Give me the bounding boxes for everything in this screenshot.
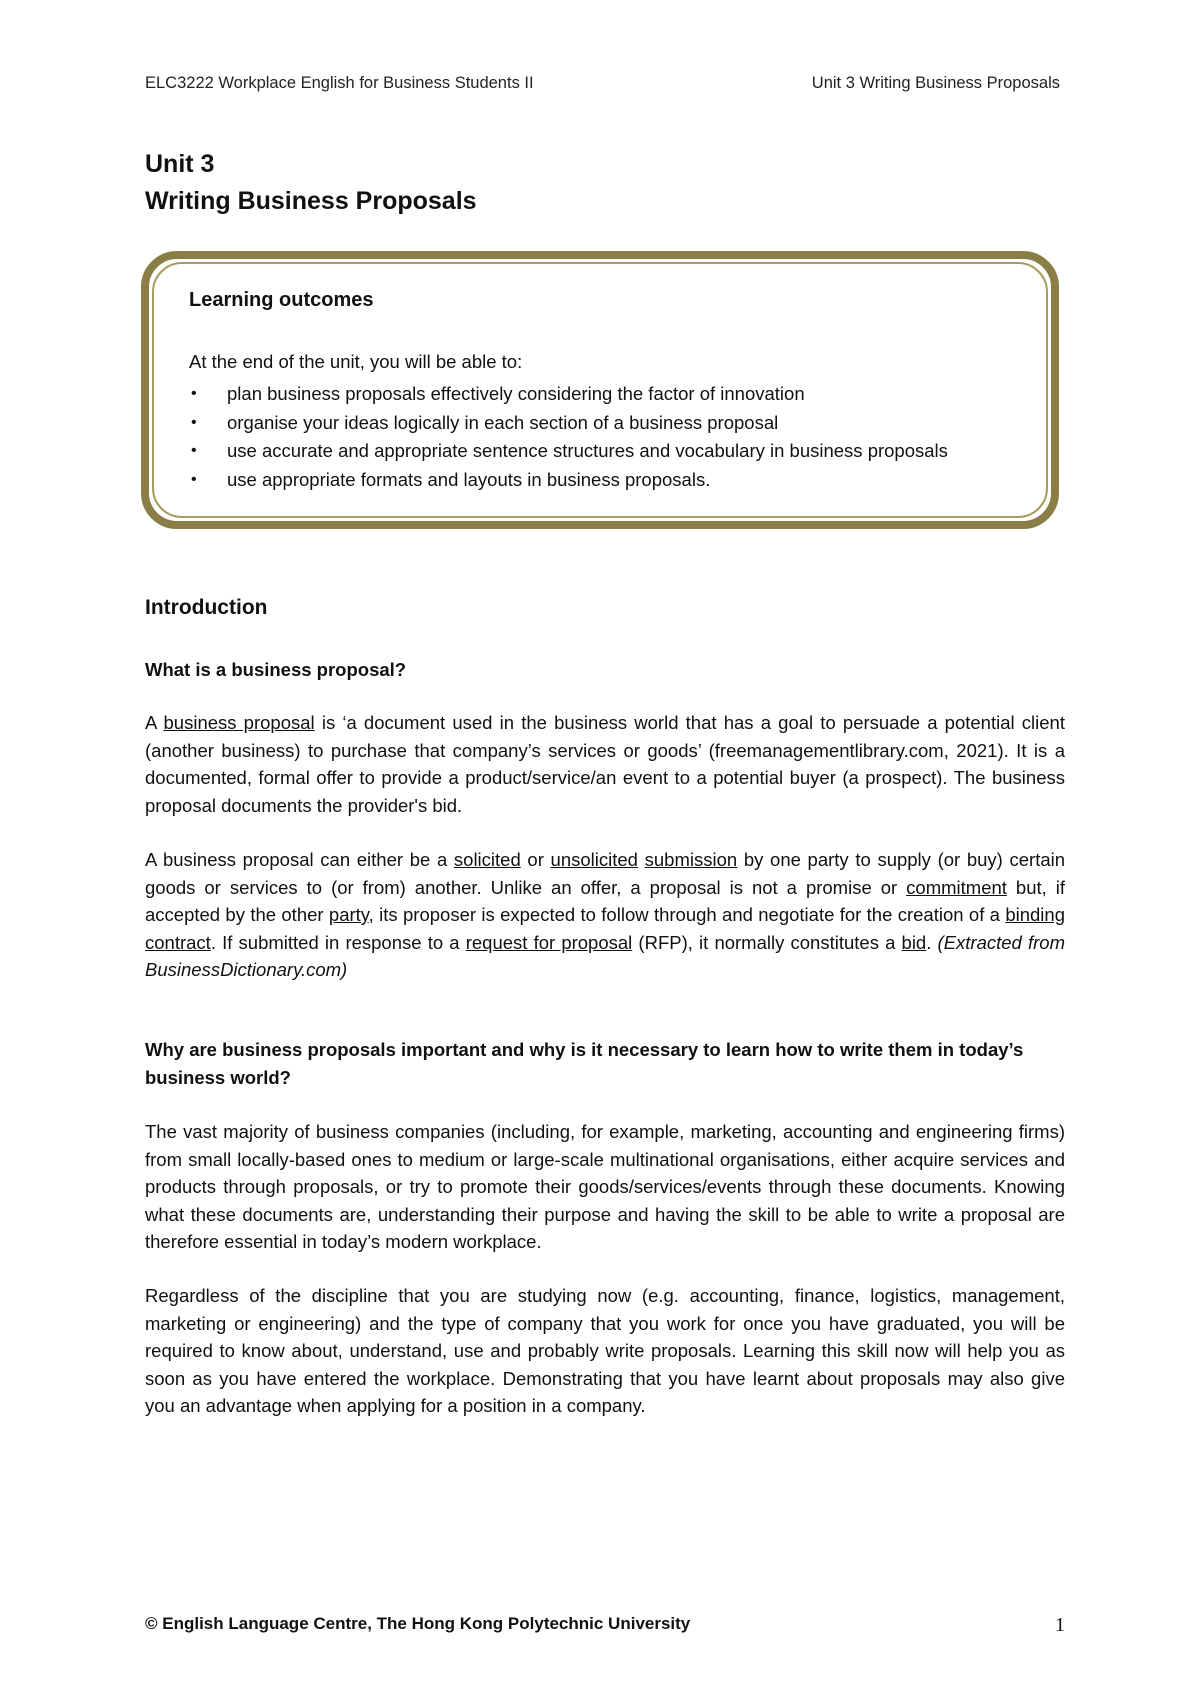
introduction-heading: Introduction: [145, 596, 268, 619]
term-commitment: commitment: [906, 876, 1007, 898]
paragraph-regardless: Regardless of the discipline that you are studying now (e.g. accounting, finance, logistics, management, marketing or engineering) and the type of company that you work for once you have graduated, you will be required to know about, understand, use and probably write proposals. Learning this skill now will help you as soon as you have entered the workplace. Demonstrating that you have learnt about proposals may also give you an advantage when applying for a position in a company.: [145, 1285, 1065, 1416]
learning-outcome-item: [189, 437, 948, 466]
learning-outcome-item: [189, 466, 948, 495]
bullet-icon: •: [191, 413, 197, 431]
learning-outcome-item: [189, 409, 948, 438]
learning-outcome-text: use accurate and appropriate sentence structures and vocabulary in business proposals: [227, 440, 948, 461]
paragraph-majority: The vast majority of business companies (including, for example, marketing, accounting and engineering firms) from small locally-based ones to medium or large-scale multinational organisations, either acquire services and products through proposals, or try to promote their goods/services/events through these documents. Knowing what these documents are, understanding their purpose and having the skill to be able to write a proposal are therefore essential in today’s modern workplace.: [145, 1121, 1065, 1252]
question-why-important: Why are business proposals important and why is it necessary to learn how to write them in today’s business world?: [145, 1039, 1024, 1088]
term-unsolicited: unsolicited: [550, 849, 638, 870]
unit-number: Unit 3: [145, 150, 215, 178]
learning-outcomes-list: [189, 380, 948, 494]
learning-outcome-text: organise your ideas logically in each section of a business proposal: [227, 411, 779, 433]
bullet-icon: •: [191, 470, 197, 488]
page-number: 1: [1055, 1614, 1065, 1636]
term-business-proposal: business proposal: [163, 712, 315, 733]
learning-outcomes-intro: At the end of the unit, you will be able to:: [189, 351, 523, 372]
footer-copyright: © English Language Centre, The Hong Kong Polytechnic University: [145, 1614, 691, 1633]
term-bid: bid: [901, 931, 927, 953]
running-header-course: ELC3222 Workplace English for Business Students II: [145, 74, 534, 92]
term-request-for-proposal: request for proposal: [465, 931, 633, 953]
paragraph-definition: A business proposal is ‘a document used in the business world that has a goal to persuade a potential client (another business) to purchase that company’s services or goods’ (freemanagementlibrary.com, 2021). It is a documented, formal offer to provide a product/service/an event to a potential buyer (a prospect). The business proposal documents the provider's bid.: [145, 712, 1065, 816]
learning-outcome-text: plan business proposals effectively considering the factor of innovation: [227, 383, 805, 404]
question-what-is-proposal: What is a business proposal?: [145, 659, 407, 680]
paragraph-solicited: A business proposal can either be a solicited or unsolicited submission by one party to supply (or buy) certain goods or services to (or from) another. Unlike an offer, a proposal is not a promise or commitment but, if accepted by the other party, its proposer is expected to follow through and negotiate for the creation of a binding contract. If submitted in response to a request for proposal (RFP), it normally constitutes a bid. (Extracted from BusinessDictionary.com): [145, 849, 1066, 980]
unit-title: [145, 146, 477, 220]
learning-outcomes-box: [141, 251, 1059, 529]
term-solicited: solicited: [453, 849, 521, 870]
bullet-icon: •: [191, 442, 197, 459]
learning-outcomes-heading: Learning outcomes: [189, 289, 374, 311]
learning-outcome-item: [189, 380, 948, 409]
learning-outcome-text: use appropriate formats and layouts in business proposals.: [227, 468, 711, 490]
unit-name: Writing Business Proposals: [145, 187, 477, 215]
term-party: party: [328, 904, 369, 925]
bullet-icon: •: [191, 385, 197, 402]
term-binding-contract: binding contract: [145, 904, 1065, 953]
term-submission: submission: [644, 849, 738, 870]
source-citation: (Extracted from BusinessDictionary.com): [145, 931, 1065, 980]
running-header-unit: Unit 3 Writing Business Proposals: [811, 74, 1060, 92]
